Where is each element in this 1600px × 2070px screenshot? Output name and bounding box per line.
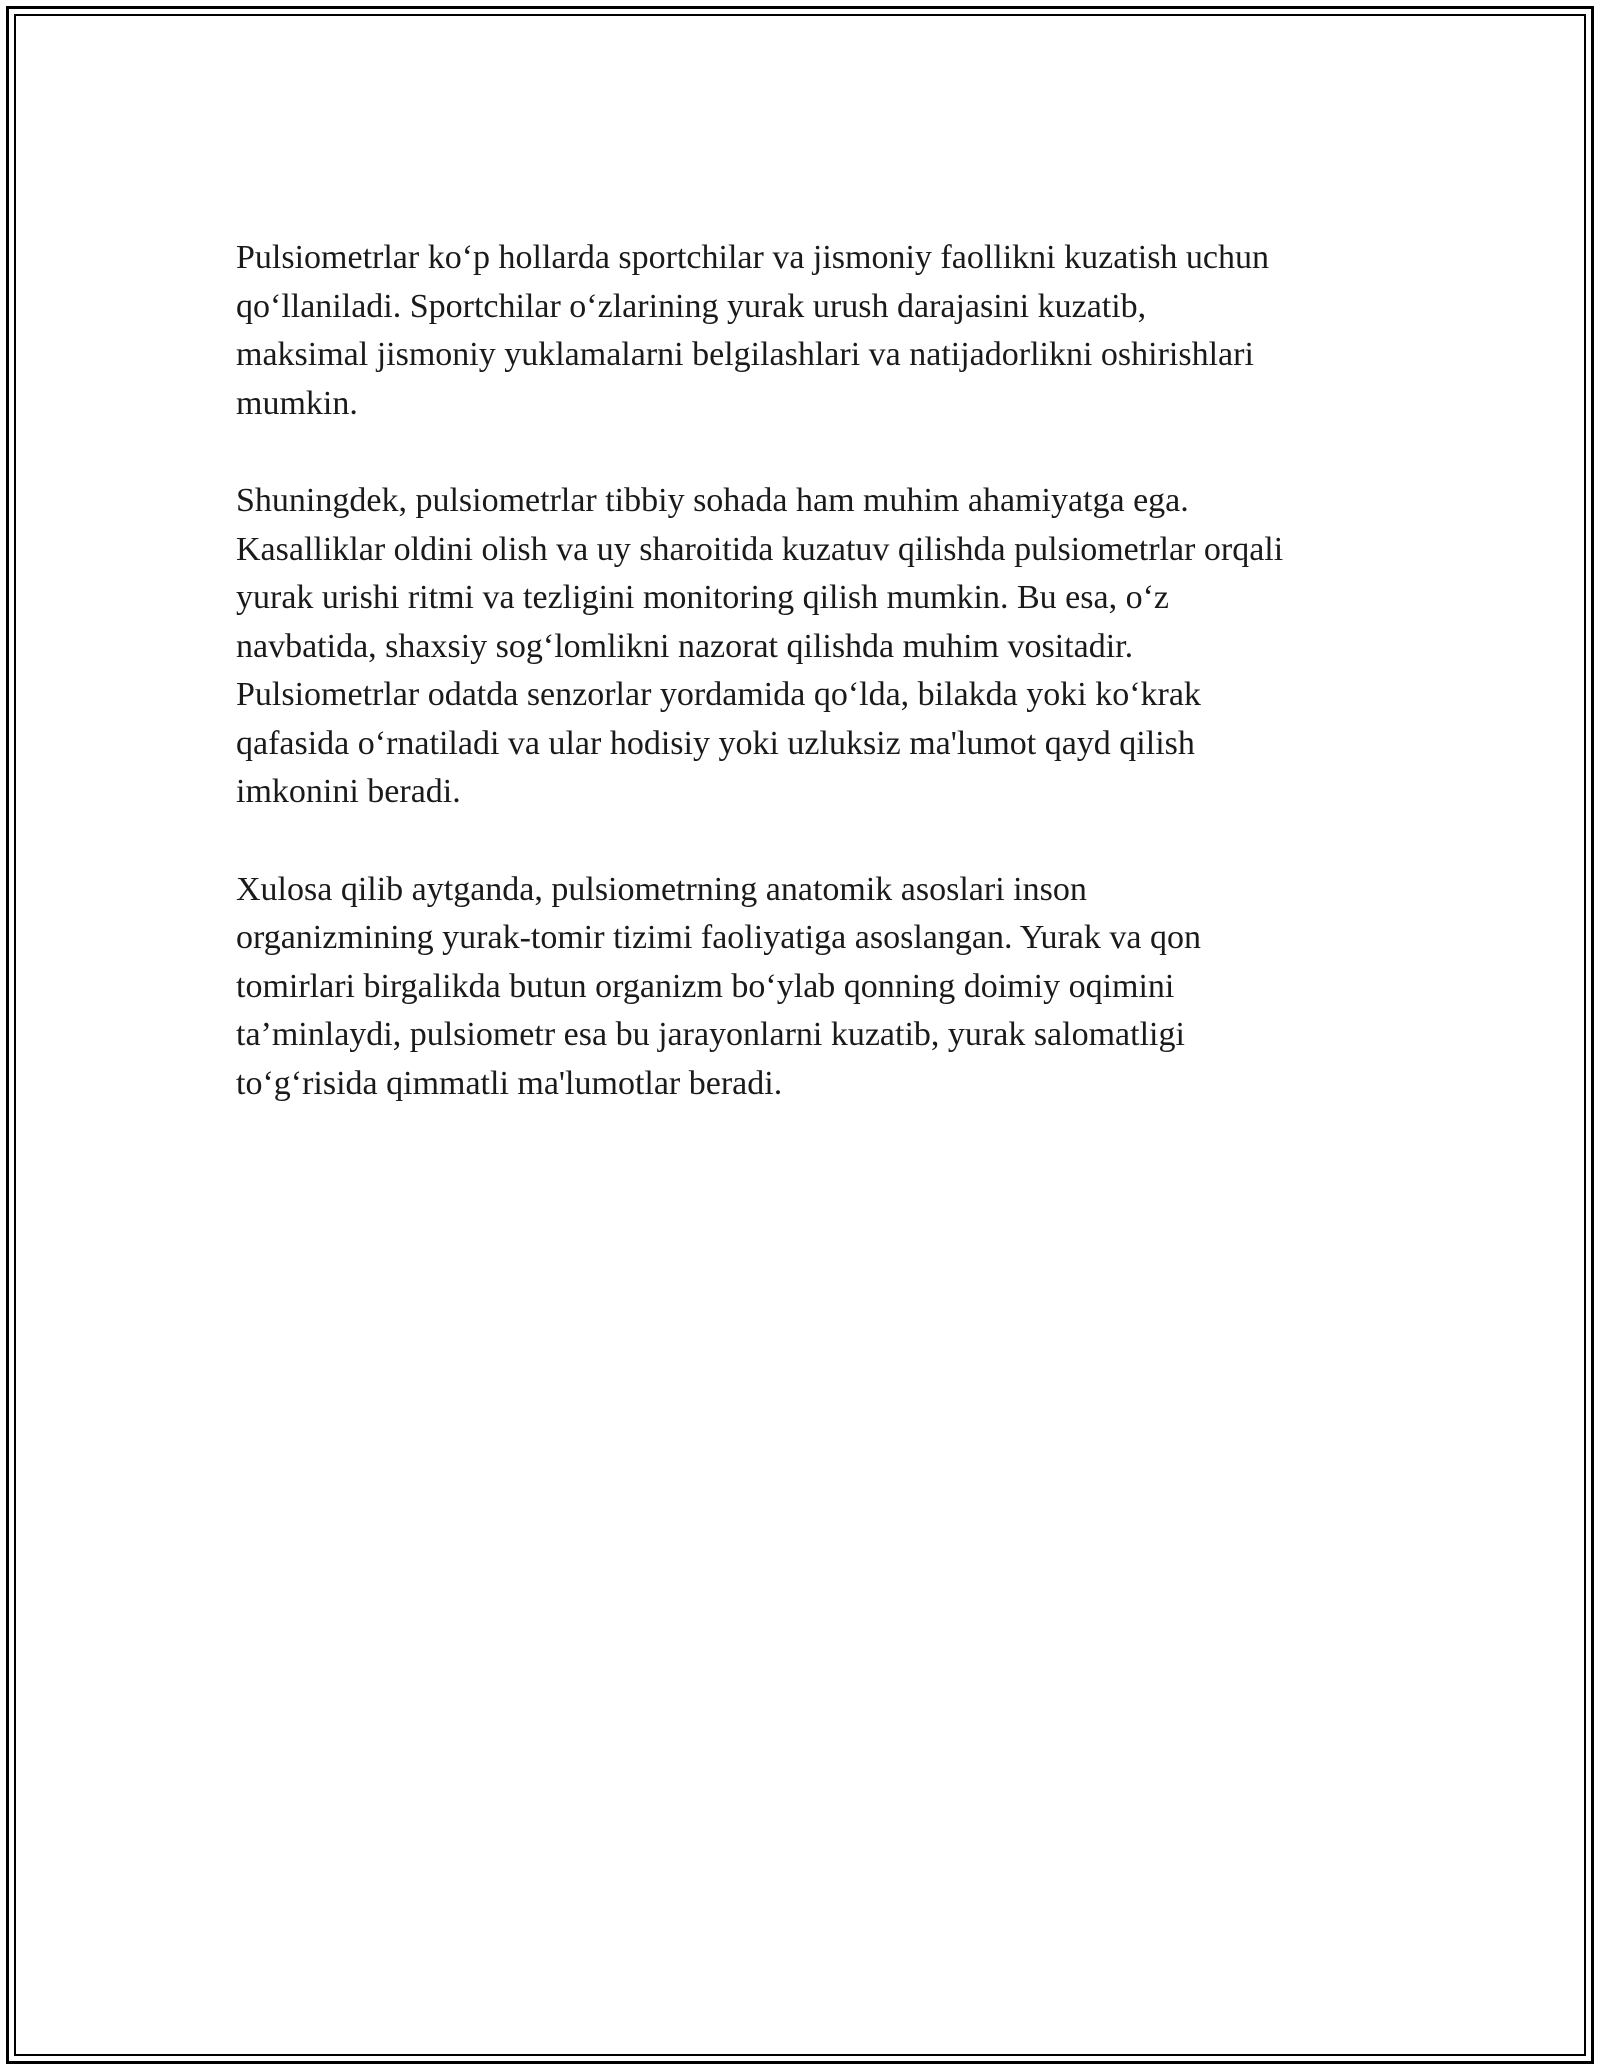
text-line: maksimal jismoniy yuklamalarni belgilashlari va natijadorlikni oshirishlari — [236, 336, 1254, 373]
text-line: Shuningdek, pulsiometrlar tibbiy sohada ham muhim ahamiyatga ega. — [236, 482, 1189, 519]
text-line: Pulsiometrlar odatda senzorlar yordamida qo‘lda, bilakda yoki ko‘krak — [236, 676, 1201, 713]
paragraph-3 — [236, 866, 1396, 1109]
page-body — [236, 234, 1396, 1157]
text-line: tomirlari birgalikda butun organizm bo‘ylab qonning doimiy oqimini — [236, 967, 1175, 1005]
text-line: ta’minlaydi, pulsiometr esa bu jarayonlarni kuzatib, yurak salomatligi — [236, 1016, 1185, 1053]
text-line: to‘g‘risida qimmatli ma'lumotlar beradi. — [236, 1064, 783, 1102]
text-line: imkonini beradi. — [236, 773, 461, 810]
text-line: qafasida o‘rnatiladi va ular hodisiy yoki uzluksiz ma'lumot qayd qilish — [236, 724, 1195, 762]
text-line: Xulosa qilib aytganda, pulsiometrning anatomik asoslari inson — [236, 870, 1087, 908]
text-line: qo‘llaniladi. Sportchilar o‘zlarining yurak urush darajasini kuzatib, — [236, 287, 1147, 325]
paragraph-2 — [236, 477, 1396, 817]
paragraph-1 — [236, 234, 1396, 428]
text-line: navbatida, shaxsiy sog‘lomlikni nazorat qilishda muhim vositadir. — [236, 627, 1134, 665]
text-line: Pulsiometrlar ko‘p hollarda sportchilar va jismoniy faollikni kuzatish uchun — [236, 239, 1270, 276]
text-line: yurak urishi ritmi va tezligini monitoring qilish mumkin. Bu esa, o‘z — [236, 579, 1169, 616]
text-line: mumkin. — [236, 384, 358, 422]
text-line: Kasalliklar oldini olish va uy sharoitida kuzatuv qilishda pulsiometrlar orqali — [236, 530, 1284, 568]
text-line: organizmining yurak-tomir tizimi faoliyatiga asoslangan. Yurak va qon — [236, 919, 1201, 956]
